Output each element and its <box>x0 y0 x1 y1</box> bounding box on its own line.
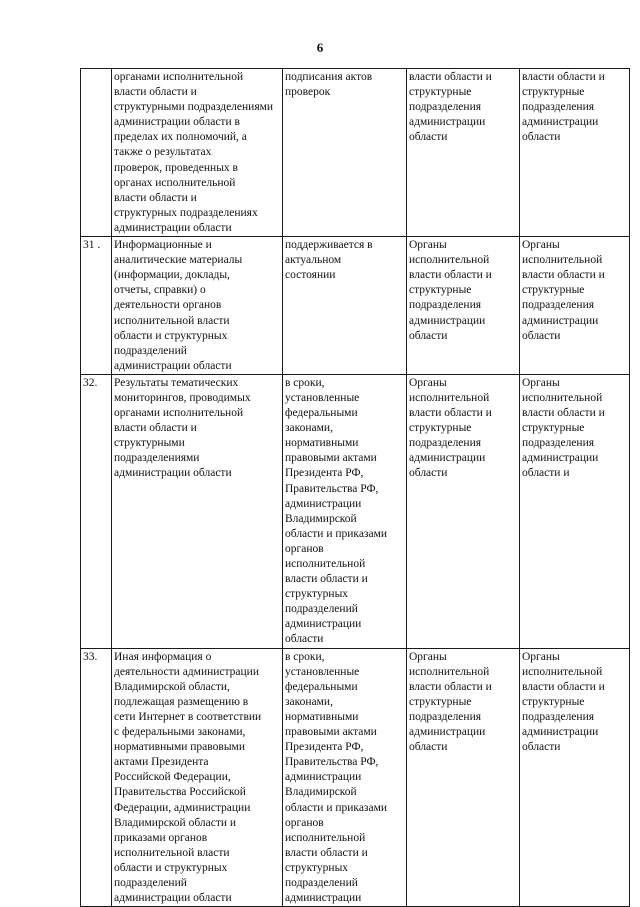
information-cell: Иная информация о деятельности администрации Владимирской области, подлежащая размещению в сети Интернет в соответствии с федеральными законами, нормативными правовыми актами Президента Российской Федерации, Правительства Российской Федерации, администрации Владимирской области и приказами органов исполнительной власти области и структурных подразделений администрации области <box>112 648 283 907</box>
responsible-cell: Органы исполнительной власти области и структурные подразделения администрации области <box>407 648 520 907</box>
row-number-cell: 31 . <box>81 237 112 375</box>
table-row <box>81 69 630 237</box>
control-cell: Органы исполнительной власти области и структурные подразделения администрации области и <box>520 374 630 648</box>
row-number-cell: 32. <box>81 374 112 648</box>
row-number-cell <box>81 69 112 237</box>
term-cell: подписания актов проверок <box>283 69 407 237</box>
table-row <box>81 237 630 375</box>
information-cell: органами исполнительной власти области и структурными подразделениями администрации области в пределах их полномочий, а также о результатах проверок, проведенных в органах исполнительной власти области и структурных подразделениях администрации области <box>112 69 283 237</box>
term-cell: в сроки, установленные федеральными законами, нормативными правовыми актами Президента РФ, Правительства РФ, администрации Владимирской области и приказами органов исполнительной власти области и структурных подразделений администрации области <box>283 374 407 648</box>
term-cell: в сроки, установленные федеральными законами, нормативными правовыми актами Президента РФ, Правительства РФ, администрации Владимирской области и приказами органов исполнительной власти области и структурных подразделений администрации <box>283 648 407 907</box>
table-row <box>81 648 630 907</box>
responsible-cell: Органы исполнительной власти области и структурные подразделения администрации области <box>407 374 520 648</box>
responsible-cell: Органы исполнительной власти области и структурные подразделения администрации области <box>407 237 520 375</box>
control-cell: Органы исполнительной власти области и структурные подразделения администрации области <box>520 237 630 375</box>
term-cell: поддерживается в актуальном состоянии <box>283 237 407 375</box>
information-table <box>80 68 630 907</box>
row-number-cell: 33. <box>81 648 112 907</box>
information-cell: Информационные и аналитические материалы (информации, доклады, отчеты, справки) о деятельности органов исполнительной власти области и структурных подразделений администрации области <box>112 237 283 375</box>
table-row <box>81 374 630 648</box>
control-cell: власти области и структурные подразделения администрации области <box>520 69 630 237</box>
control-cell: Органы исполнительной власти области и структурные подразделения администрации области <box>520 648 630 907</box>
responsible-cell: власти области и структурные подразделения администрации области <box>407 69 520 237</box>
information-cell: Результаты тематических мониторингов, проводимых органами исполнительной власти области и структурными подразделениями администрации области <box>112 374 283 648</box>
page-number: 6 <box>316 40 324 55</box>
